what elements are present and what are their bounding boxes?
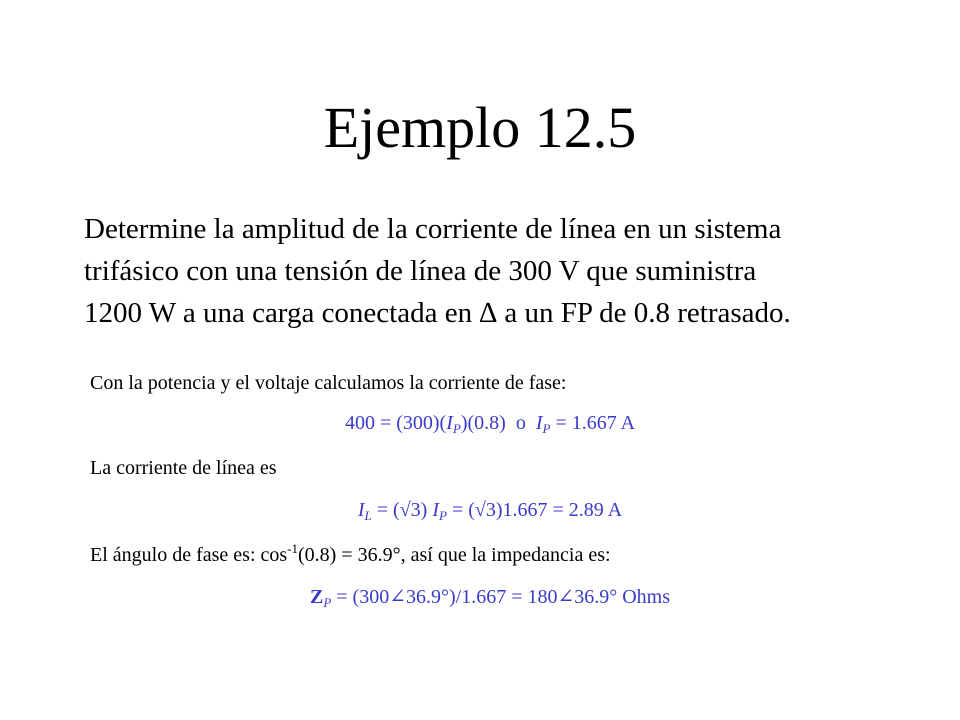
eq1-ip2-var: I — [535, 412, 543, 434]
problem-line: trifásico con una tensión de línea de 300 V que suministra — [84, 255, 757, 287]
eq2-ip-var: I — [432, 499, 439, 521]
phase-angle-prefix: El ángulo de fase es: cos — [90, 544, 288, 566]
eq1-rhs: = 1.667 A — [550, 412, 636, 434]
eq3-z-sub: P — [323, 595, 332, 610]
eq1-ip-var: I — [446, 412, 453, 434]
problem-line: 1200 W a una carga conectada en ∆ a un FP de 0.8 retrasado. — [84, 297, 791, 329]
phase-angle-sup: -1 — [287, 541, 299, 556]
phase-angle-suffix: (0.8) = 36.9°, así que la impedancia es: — [298, 544, 611, 566]
eq2-ip-sub: P — [439, 508, 447, 523]
solution-intro: Con la potencia y el voltaje calculamos la corriente de fase: — [90, 372, 567, 394]
phase-current-equation — [0, 410, 960, 436]
eq1-ip-sub: P — [452, 421, 461, 436]
line-current-equation — [0, 497, 960, 523]
eq3-z-var: Z — [309, 586, 324, 608]
phase-angle-line — [90, 542, 890, 568]
eq1-or: o — [515, 412, 526, 434]
impedance-equation — [0, 584, 960, 610]
line-current-label: La corriente de línea es — [90, 457, 277, 479]
eq2-il-var: I — [357, 499, 365, 521]
problem-statement — [84, 208, 904, 334]
eq3-text: = (300∠36.9°)/1.667 = 180∠36.9° Ohms — [331, 586, 671, 608]
eq1-lhs: 400 = (300)( — [344, 412, 447, 434]
slide-title: Ejemplo 12.5 — [323, 95, 637, 160]
eq2-il-sub: L — [364, 508, 372, 523]
eq1-mid: )(0.8) — [460, 412, 506, 434]
problem-line: Determine la amplitud de la corriente de línea en un sistema — [84, 213, 782, 245]
eq2-part2: = (√3)1.667 = 2.89 A — [446, 499, 623, 521]
eq1-ip2-sub: P — [542, 421, 551, 436]
eq2-part1: = (√3) — [371, 499, 433, 521]
